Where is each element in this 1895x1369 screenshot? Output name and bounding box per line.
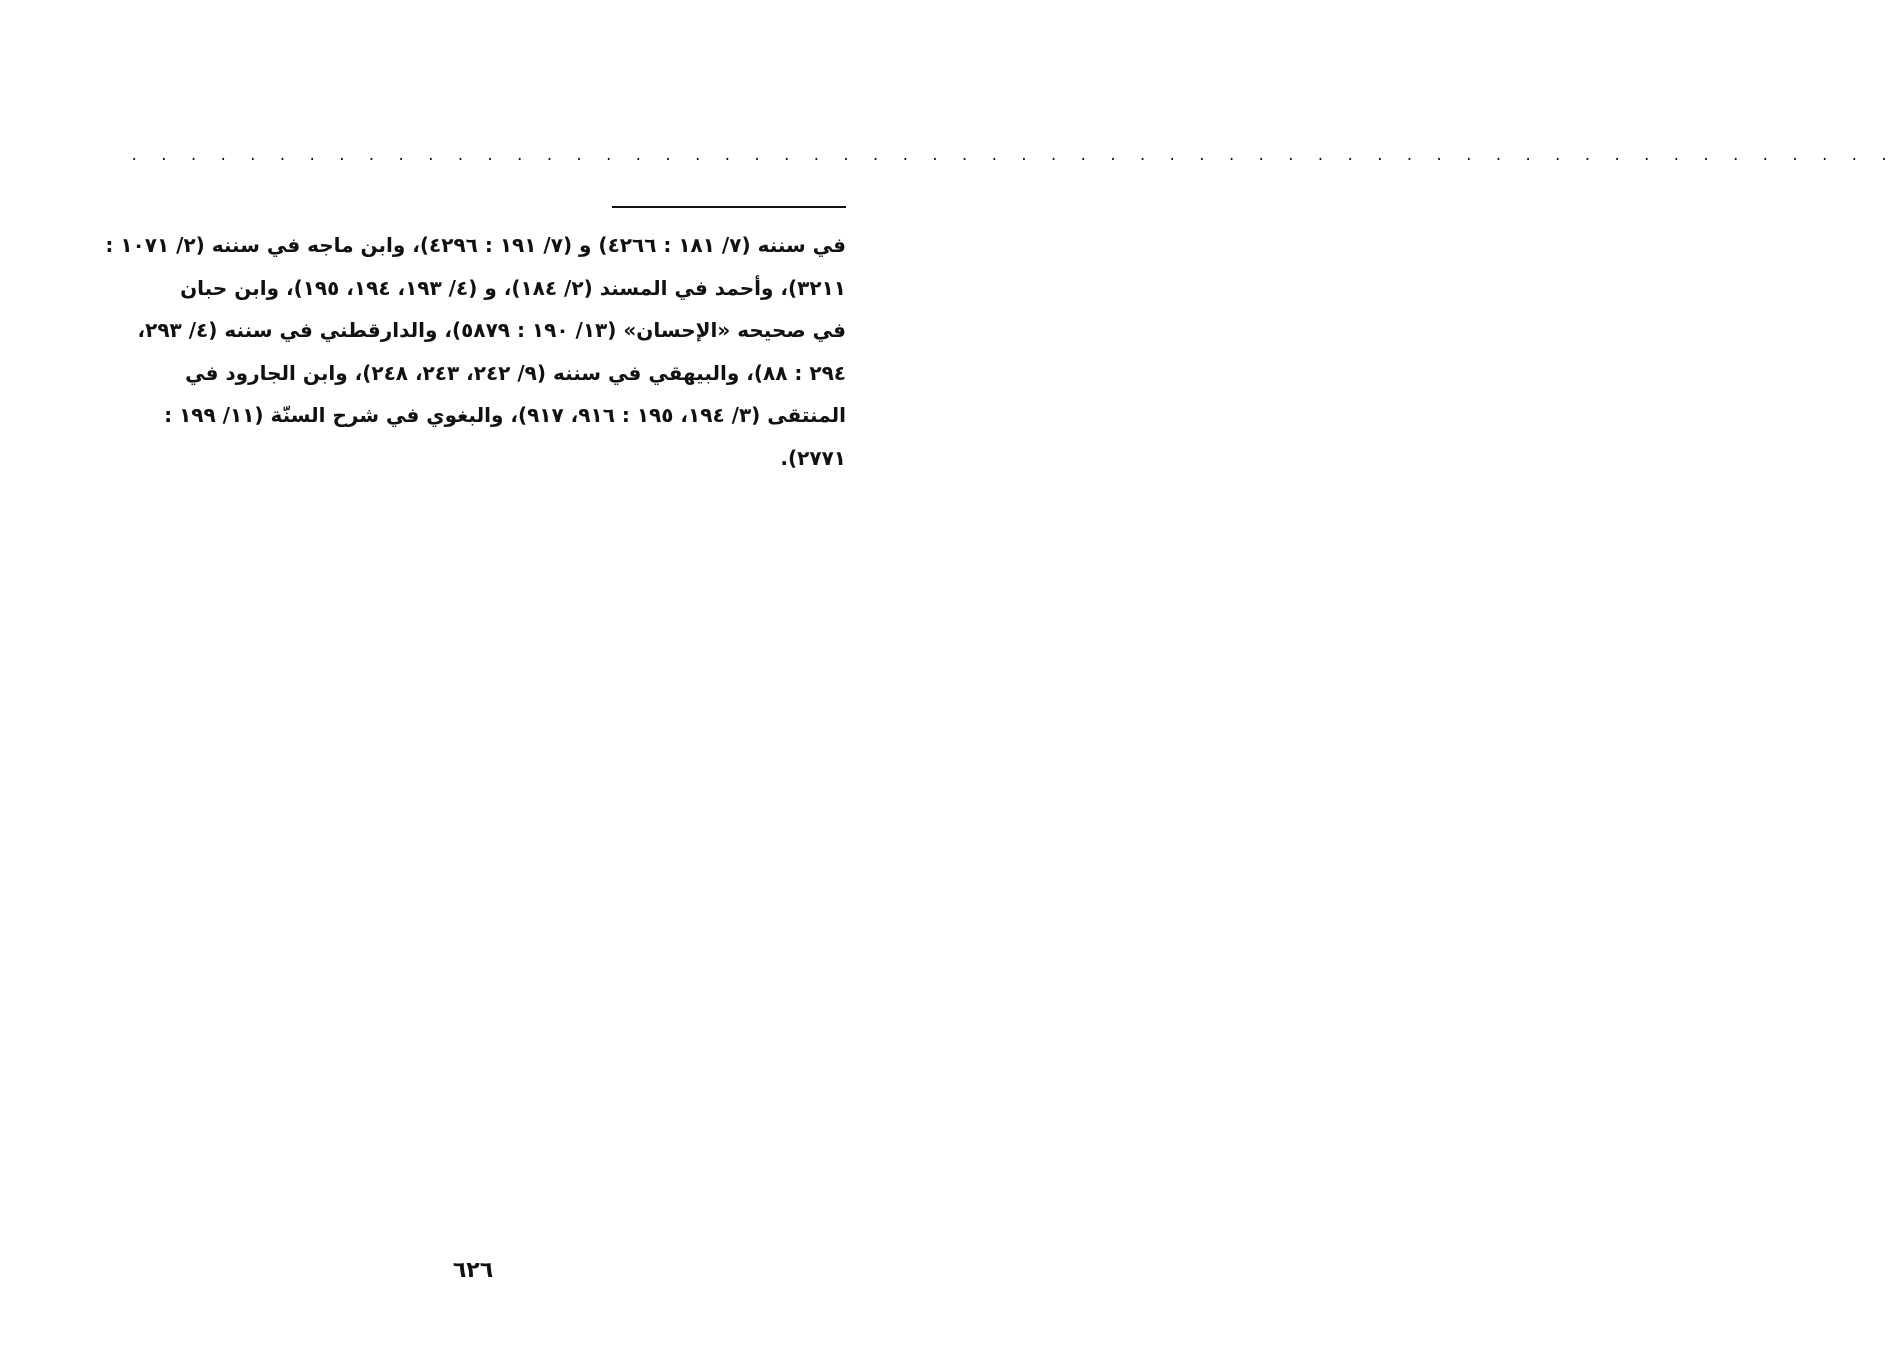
footnote-line: ٢٩٤ : ٨٨)، والبيهقي في سننه (٩/ ٢٤٢، ٢٤٣، ٢٤٨)، وابن الجارود في	[185, 360, 846, 385]
footnote-line: في سننه (٧/ ١٨١ : ٤٢٦٦) و (٧/ ١٩١ : ٤٢٩٦)، وابن ماجه في سننه (٢/ ١٠٧١ :	[105, 233, 846, 257]
page-number: ٦٢٦	[452, 1258, 494, 1283]
footnote-line: ٢٧٧١).	[780, 445, 846, 470]
dotted-separator: . . . . . . . . . . . . . . . . . . . . . . . . . . . . . . . . . . . . . . . . . . . . . . . . . . . . . . . . . . . .	[130, 148, 1895, 164]
footnote-line: في صحيحه «الإحسان» (١٣/ ١٩٠ : ٥٨٧٩)، والدارقطني في سننه (٤/ ٢٩٣،	[137, 318, 846, 342]
footnote-text	[105, 224, 846, 479]
footnote-line: المنتقى (٣/ ١٩٤، ١٩٥ : ٩١٦، ٩١٧)، والبغوي في شرح السنّة (١١/ ١٩٩ :	[164, 403, 846, 427]
footnote-rule	[612, 206, 846, 208]
footnote-line: ٣٢١١)، وأحمد في المسند (٢/ ١٨٤)، و (٤/ ١٩٣، ١٩٤، ١٩٥)، وابن حبان	[180, 275, 846, 300]
